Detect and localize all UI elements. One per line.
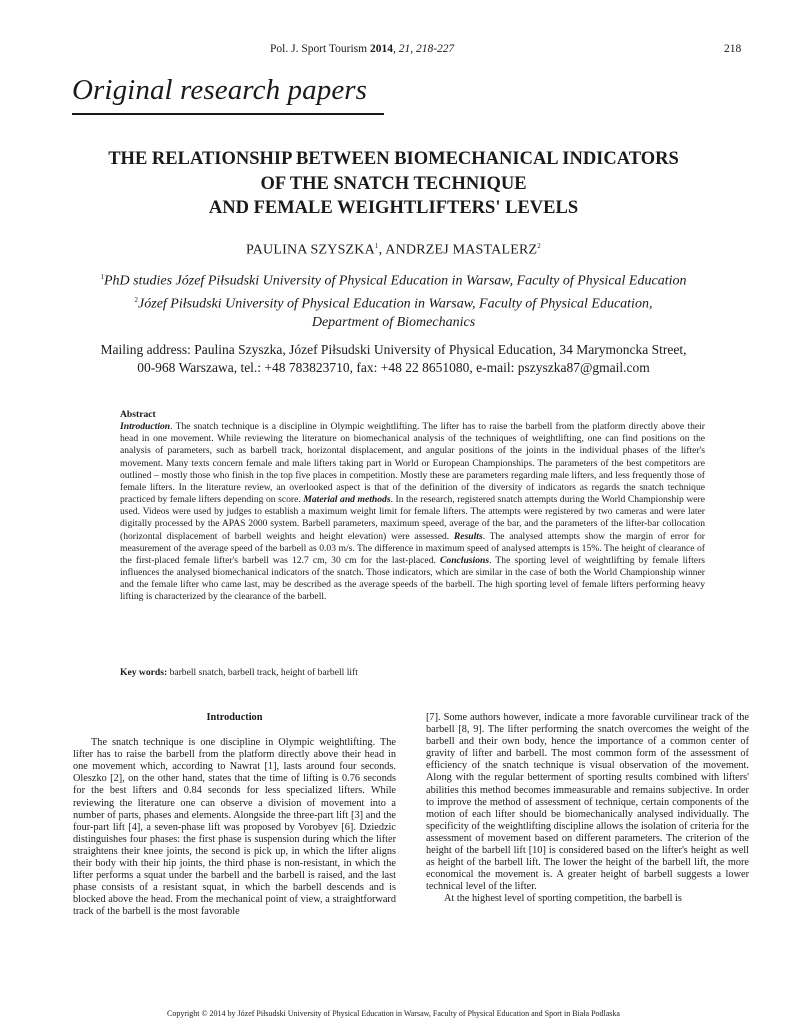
abstract-heading: Abstract bbox=[120, 409, 156, 420]
body-column-right bbox=[426, 712, 749, 906]
abstract-results-label: Results bbox=[453, 530, 483, 542]
mailing-line-2: 00-968 Warszawa, tel.: +48 783823710, fax: +48 22 8651080, e-mail: pszyszka87@gmail.com bbox=[137, 360, 650, 375]
abstract-methods-label: Material and methods bbox=[303, 494, 391, 506]
title-line-2: OF THE SNATCH TECHNIQUE bbox=[260, 173, 527, 194]
page-number: 218 bbox=[724, 43, 742, 55]
keywords bbox=[120, 667, 705, 678]
affiliations bbox=[60, 268, 727, 332]
author-1: PAULINA SZYSZKA bbox=[246, 242, 375, 258]
paper-title bbox=[60, 147, 727, 221]
introduction-paragraph-1-cont: [7]. Some authors however, indicate a more favorable curvilinear track of the barbell [8, 9]. The lifter performing the snatch overcomes the weight of the barbell and their own body, hence the importance of a common center of gravity of lifter and barbell. The most common form of the assessment of efficiency of the snatch technique is visual observation of the movement. Along with the regular betterment of sporting results combined with lifters' abilities this method becomes immeasurable and remains subjective. In order to improve the method of assessment of technique, certain components of the motion of each lifter should be biomechanically analysed individually. The specificity of the weightlifting discipline allows the isolation of criteria for the assessment of movement based on different parameters. The criterion of the height of the barbell lift [10] is considered based on the lifter's height as well as height of the barbell lift. The lower the height of the barbell lift, the more economical the movement is. A greater height of barbell suggests a lower technical level of the lifter. bbox=[426, 712, 749, 893]
abstract bbox=[120, 409, 705, 604]
introduction-paragraph-2: At the highest level of sporting competition, the barbell is bbox=[444, 893, 682, 905]
section-rule bbox=[72, 113, 384, 115]
abstract-conclusions-text: . The sporting level of weightlifting by female lifters influences the analysed biomechanical indicators of the snatch. Those indicators, which are similar in the case of both the World Championship winner and the female lifter who came last, may be described as the average speeds of the barbell. The high sporting level of female lifters performing heavy lifting is characterized by the clearance of the barbell. bbox=[120, 554, 705, 603]
author-1-sup: 1 bbox=[374, 242, 379, 250]
author-2: ANDRZEJ MASTALERZ bbox=[385, 242, 538, 258]
affiliation-1: $^1$PhD studies Józef Piłsudski University of Physical Education in Warsaw, Faculty of Physical Education bbox=[100, 273, 687, 289]
abstract-conclusions-label: Conclusions bbox=[440, 554, 490, 566]
introduction-paragraph-1: The snatch technique is one discipline in Olympic weightlifting. The lifter has to raise the barbell from the platform directly above their head in one movement which, according to Nawrat [1], lasts around four seconds. Oleszko [2], on the other hand, states that the time of lifting is 0.76 seconds for the best lifters and 0.84 seconds for less specialized lifters. While reviewing the literature one can observe a division of movement into a number of parts, phases and elements. Alongside the three-part lift [3] and the four-part lift [4], a seven-phase lift was proposed by Vorobyev [6]. Dziedzic distinguishes four phases: the first phase is suspension during which the lifter straightens their knee joints, the second is pick up, in which the lifter aligns their body with their hip joints, the third phase is non-resistant, in which the lifter performs a squat under the barbell and the barbell is raised, and the last phase consists of a resistant squat, in which the barbell descends and is blocked above the head. From the mechanical point of view, a straightforward track of the barbell is the most favorable bbox=[73, 737, 396, 918]
copyright-footer: Copyright © 2014 by Józef Piłsudski University of Physical Education in Warsaw, Faculty of Physical Education and Sport in Biała Podlaska bbox=[167, 1009, 620, 1018]
abstract-intro-text: . The snatch technique is a discipline in Olympic weightlifting. The lifter has to raise the barbell from the platform directly above their head in one movement. While reviewing the literature on biomechanical analysis of the techniques of weightlifting, one can find positions on the analysis of parameters, such as barbell track, horizontal displacement, and angular positions of the joints in the individual phases of the lifter's movement. Many texts concern female and male lifters taking part in World or European Championships. The parameters of the best competitors are outlined – mostly those who finish in the top five places in competition. Mostly these are parameters regarding male lifters, and less frequently those of female lifters. In the literature review, an overlooked aspect is that of the definition of the diversity of indicators as regards the snatch technique practiced by female lifters depending on score. bbox=[120, 421, 705, 506]
title-line-3: AND FEMALE WEIGHTLIFTERS' LEVELS bbox=[208, 198, 579, 218]
abstract-intro-label: Introduction bbox=[120, 421, 171, 433]
author-2-sup: 2 bbox=[537, 242, 541, 250]
keywords-label: Key words: bbox=[120, 667, 170, 678]
introduction-heading: Introduction bbox=[206, 712, 263, 723]
abstract-results-text: . The analysed attempts show the margin of error for measurement of the average speed of the barbell as 0.03 m/s. The difference in maximum speed of analysed attempts is 15%. The height of clearance of the first-placed female lifter's barbell was 12.7 cm, 30 cm for the last-placed. bbox=[120, 530, 705, 566]
mailing-address bbox=[60, 341, 727, 377]
title-line-1: THE RELATIONSHIP BETWEEN BIOMECHANICAL INDICATORS bbox=[108, 149, 679, 169]
journal-citation: Pol. J. Sport Tourism 2014, 21, 218-227 bbox=[270, 43, 455, 55]
mailing-line-1: Mailing address: Paulina Szyszka, Józef Piłsudski University of Physical Education, 34 Marymoncka Street, bbox=[100, 342, 687, 357]
journal-year: 2014 bbox=[369, 43, 393, 55]
abstract-methods-text: . In the research, registered snatch attempts during the World Championship were used. Videos were used by judges to establish a maximum weight limit for female lifters. The attempts were registered by two cameras and were later digitally processed by the APAS 2000 system. Barbell parameters, maximum speed, average of the bar, and the parameters of the lifter-bar collocation (horizontal displacement of barbell weights and height elevation) were assessed. bbox=[120, 494, 705, 542]
authors: PAULINA SZYSZKA$^1$, ANDRZEJ MASTALERZ$^2$ bbox=[246, 242, 541, 258]
affiliation-2: $^2$Józef Piłsudski University of Physical Education in Warsaw, Faculty of Physical Education, bbox=[134, 295, 653, 312]
section-label: Original research papers bbox=[72, 74, 368, 106]
affiliation-2-line-2: Department of Biomechanics bbox=[311, 315, 476, 331]
body-column-left bbox=[73, 712, 396, 919]
keywords-text: barbell snatch, barbell track, height of barbell lift bbox=[169, 667, 358, 678]
journal-volume-pages: , 21, 218-227 bbox=[392, 43, 455, 55]
abstract-body bbox=[120, 421, 705, 603]
